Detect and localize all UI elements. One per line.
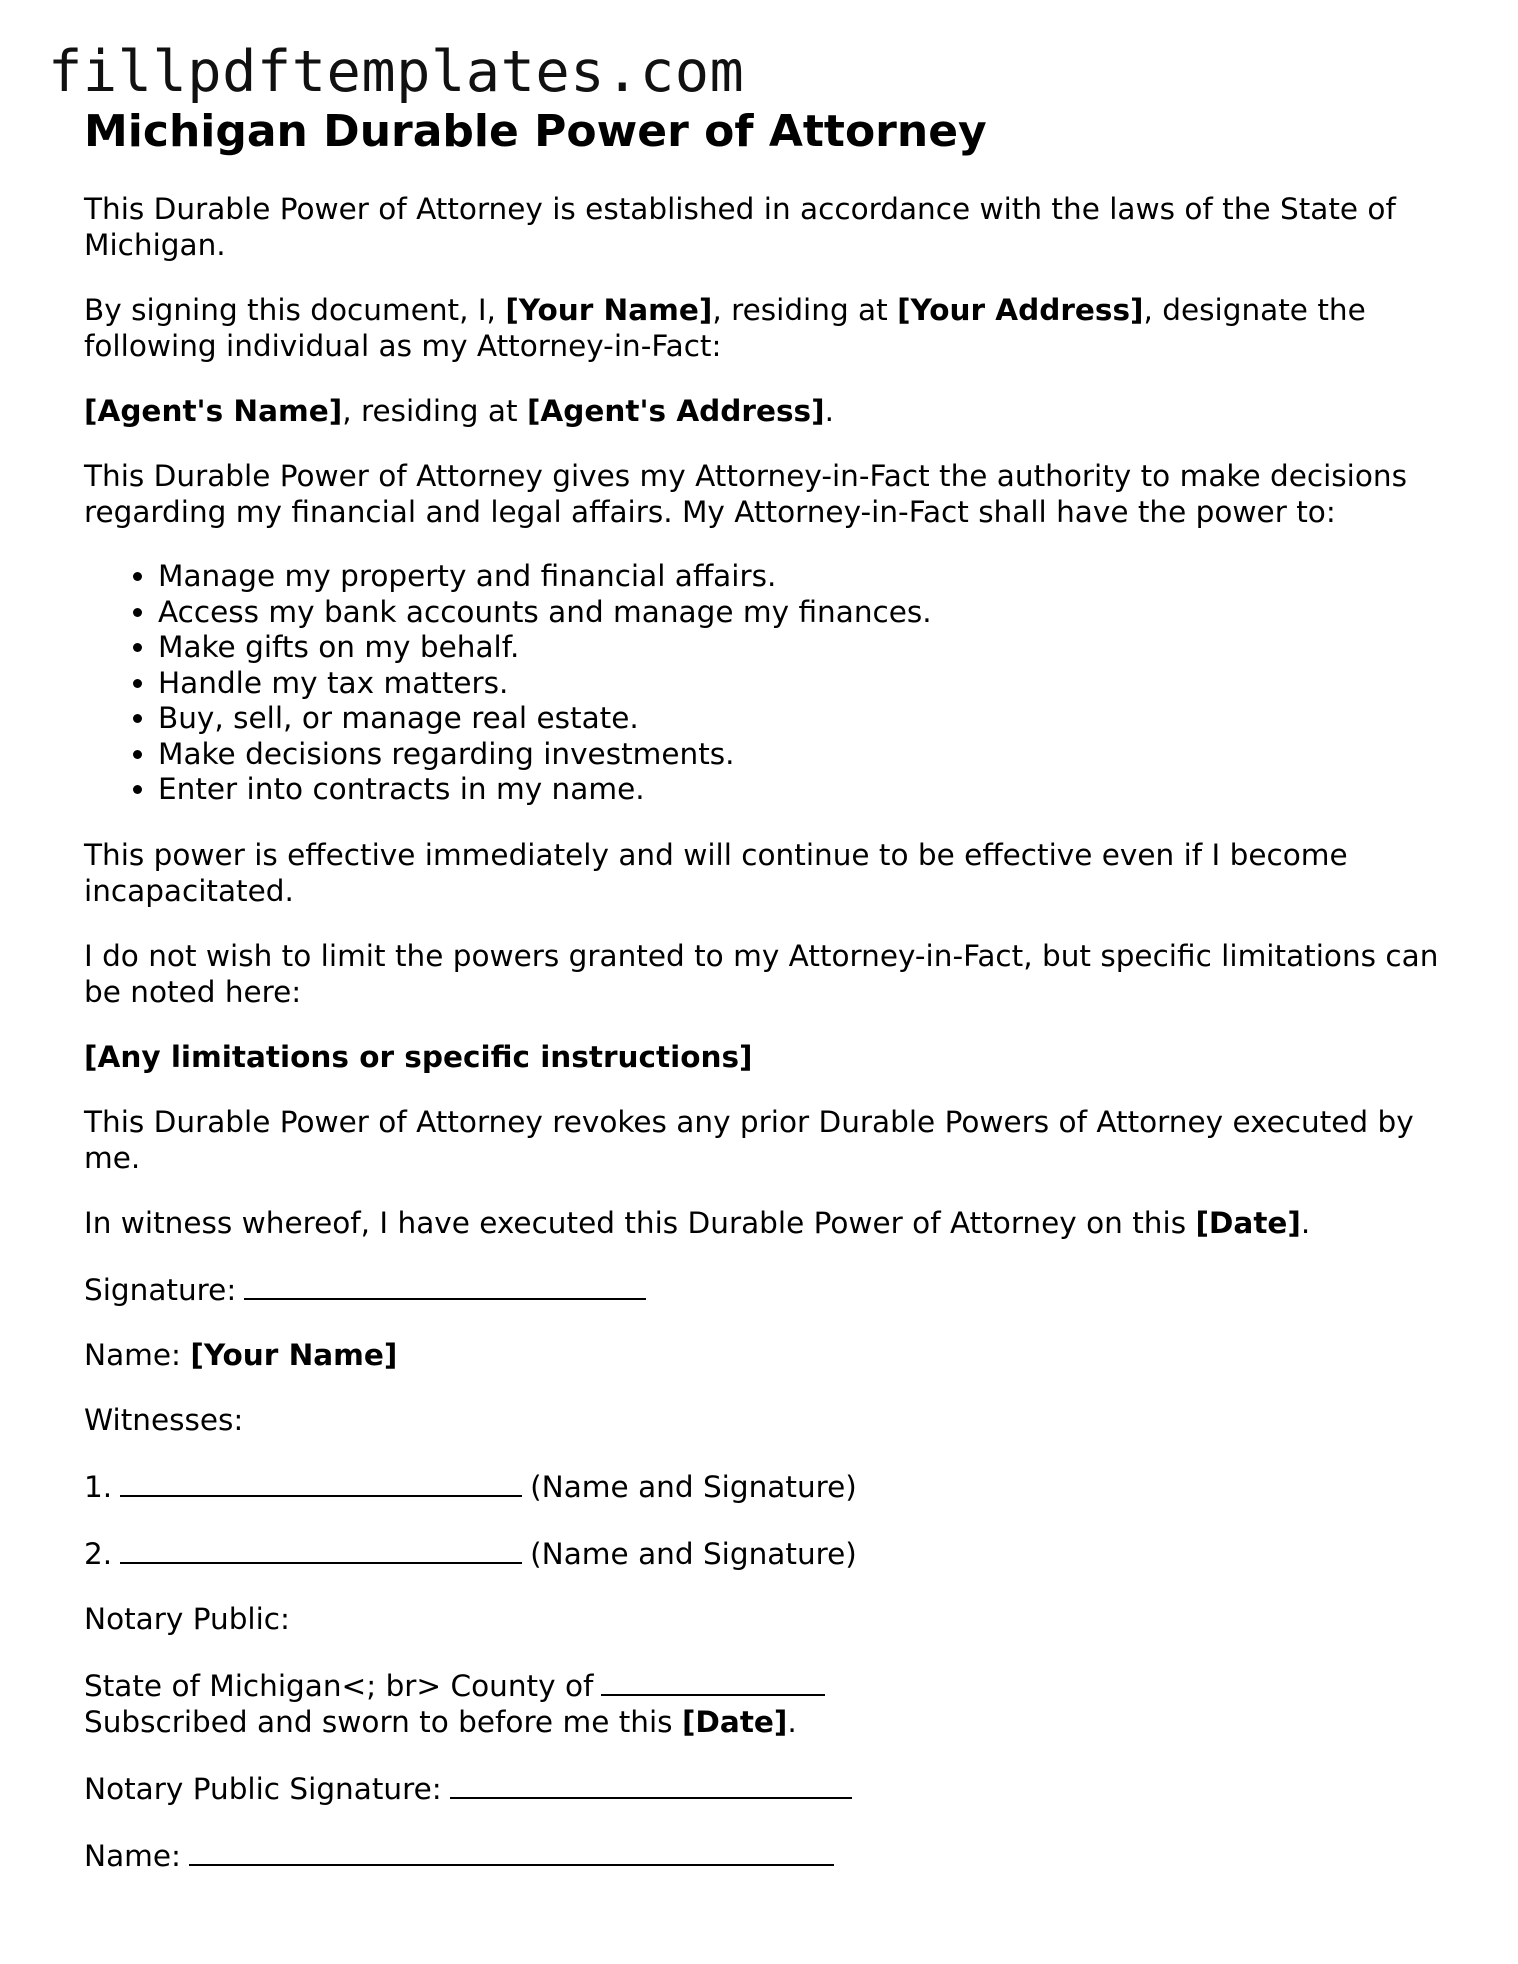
name-label: Name:: [84, 1337, 191, 1372]
intro-paragraph: This Durable Power of Attorney is established in accordance with the laws of the State of Michigan.: [84, 192, 1396, 262]
agent-address-placeholder: [Agent's Address]: [526, 394, 825, 428]
agent-text-mid: , residing at: [342, 394, 527, 428]
witness-number: 2.: [84, 1536, 113, 1571]
witness-caption: (Name and Signature): [530, 1536, 857, 1571]
notary-signature-line: [84, 1769, 1444, 1807]
name-placeholder: [Your Name]: [190, 1337, 398, 1372]
list-item: • Manage my property and financial affairs.: [158, 559, 1444, 595]
witness-1-blank[interactable]: [120, 1467, 522, 1497]
witnesses-label: Witnesses:: [84, 1402, 244, 1437]
agent-name-placeholder: [Agent's Name]: [84, 394, 343, 428]
limitations-placeholder: [Any limitations or specific instructions]: [84, 1039, 753, 1074]
designation-text-post: , designate the following individual as my Attorney-in-Fact:: [84, 293, 1366, 363]
final-name-blank[interactable]: [189, 1836, 834, 1866]
notary-date-placeholder: [Date]: [681, 1704, 788, 1739]
agent-paragraph: [84, 393, 1444, 429]
signature-line: [84, 1270, 1444, 1308]
notary-state-county: State of Michigan<; br> County of: [84, 1668, 594, 1703]
agent-text-post: .: [824, 394, 834, 428]
date-placeholder: [Date]: [1195, 1205, 1301, 1240]
final-name-label: Name:: [84, 1838, 181, 1873]
list-item: • Make gifts on my behalf.: [158, 630, 1444, 666]
witness-clause-post: .: [1300, 1205, 1311, 1240]
your-name-placeholder: [Your Name]: [505, 293, 713, 327]
document-title: Michigan Durable Power of Attorney: [84, 106, 987, 157]
limitations-intro: I do not wish to limit the powers granted to my Attorney-in-Fact, but specific limitations can be noted here:: [84, 938, 1439, 1009]
notary-sworn-pre: Subscribed and sworn to before me this: [84, 1704, 682, 1739]
your-address-placeholder: [Your Address]: [897, 293, 1144, 327]
designation-text-mid: , residing at: [712, 293, 898, 327]
witness-clause-pre: In witness whereof, I have executed this Durable Power of Attorney on this: [84, 1205, 1196, 1240]
list-item: • Handle my tax matters.: [158, 666, 1444, 702]
notary-sworn-post: .: [787, 1704, 797, 1739]
notary-signature-blank[interactable]: [450, 1769, 852, 1799]
witness-caption: (Name and Signature): [530, 1469, 857, 1504]
notary-label: Notary Public:: [84, 1601, 290, 1636]
witness-2-blank[interactable]: [120, 1534, 522, 1564]
list-item: • Make decisions regarding investments.: [158, 737, 1444, 773]
effective-paragraph: This power is effective immediately and will continue to be effective even if I become incapacitated.: [84, 837, 1348, 908]
signature-label: Signature:: [84, 1272, 237, 1307]
authority-paragraph: This Durable Power of Attorney gives my Attorney-in-Fact the authority to make decisions regarding my financial and legal affairs. My Attorney-in-Fact shall have the power to:: [84, 459, 1407, 529]
list-item: • Enter into contracts in my name.: [158, 772, 1444, 808]
list-item: • Access my bank accounts and manage my finances.: [158, 595, 1444, 631]
limitations-paragraph: [84, 1039, 1444, 1075]
designation-text-pre: By signing this document, I,: [84, 293, 506, 327]
designation-paragraph: [84, 292, 1444, 364]
notary-signature-label: Notary Public Signature:: [84, 1771, 442, 1806]
document-body: [84, 104, 1444, 1903]
final-name-line: [84, 1836, 1444, 1874]
name-line: [84, 1337, 1444, 1373]
notary-block: [84, 1666, 1444, 1740]
list-item: • Buy, sell, or manage real estate.: [158, 701, 1444, 737]
witness-number: 1.: [84, 1469, 113, 1504]
revocation-paragraph: This Durable Power of Attorney revokes any prior Durable Powers of Attorney executed by me.: [84, 1104, 1414, 1175]
witness-clause: [84, 1205, 1444, 1241]
witness-line-2: [84, 1534, 1444, 1572]
powers-list: [84, 559, 1444, 808]
witness-line-1: [84, 1467, 1444, 1505]
signature-blank[interactable]: [244, 1270, 646, 1300]
site-watermark: fillpdftemplates.com: [48, 39, 745, 105]
county-blank[interactable]: [601, 1666, 825, 1696]
